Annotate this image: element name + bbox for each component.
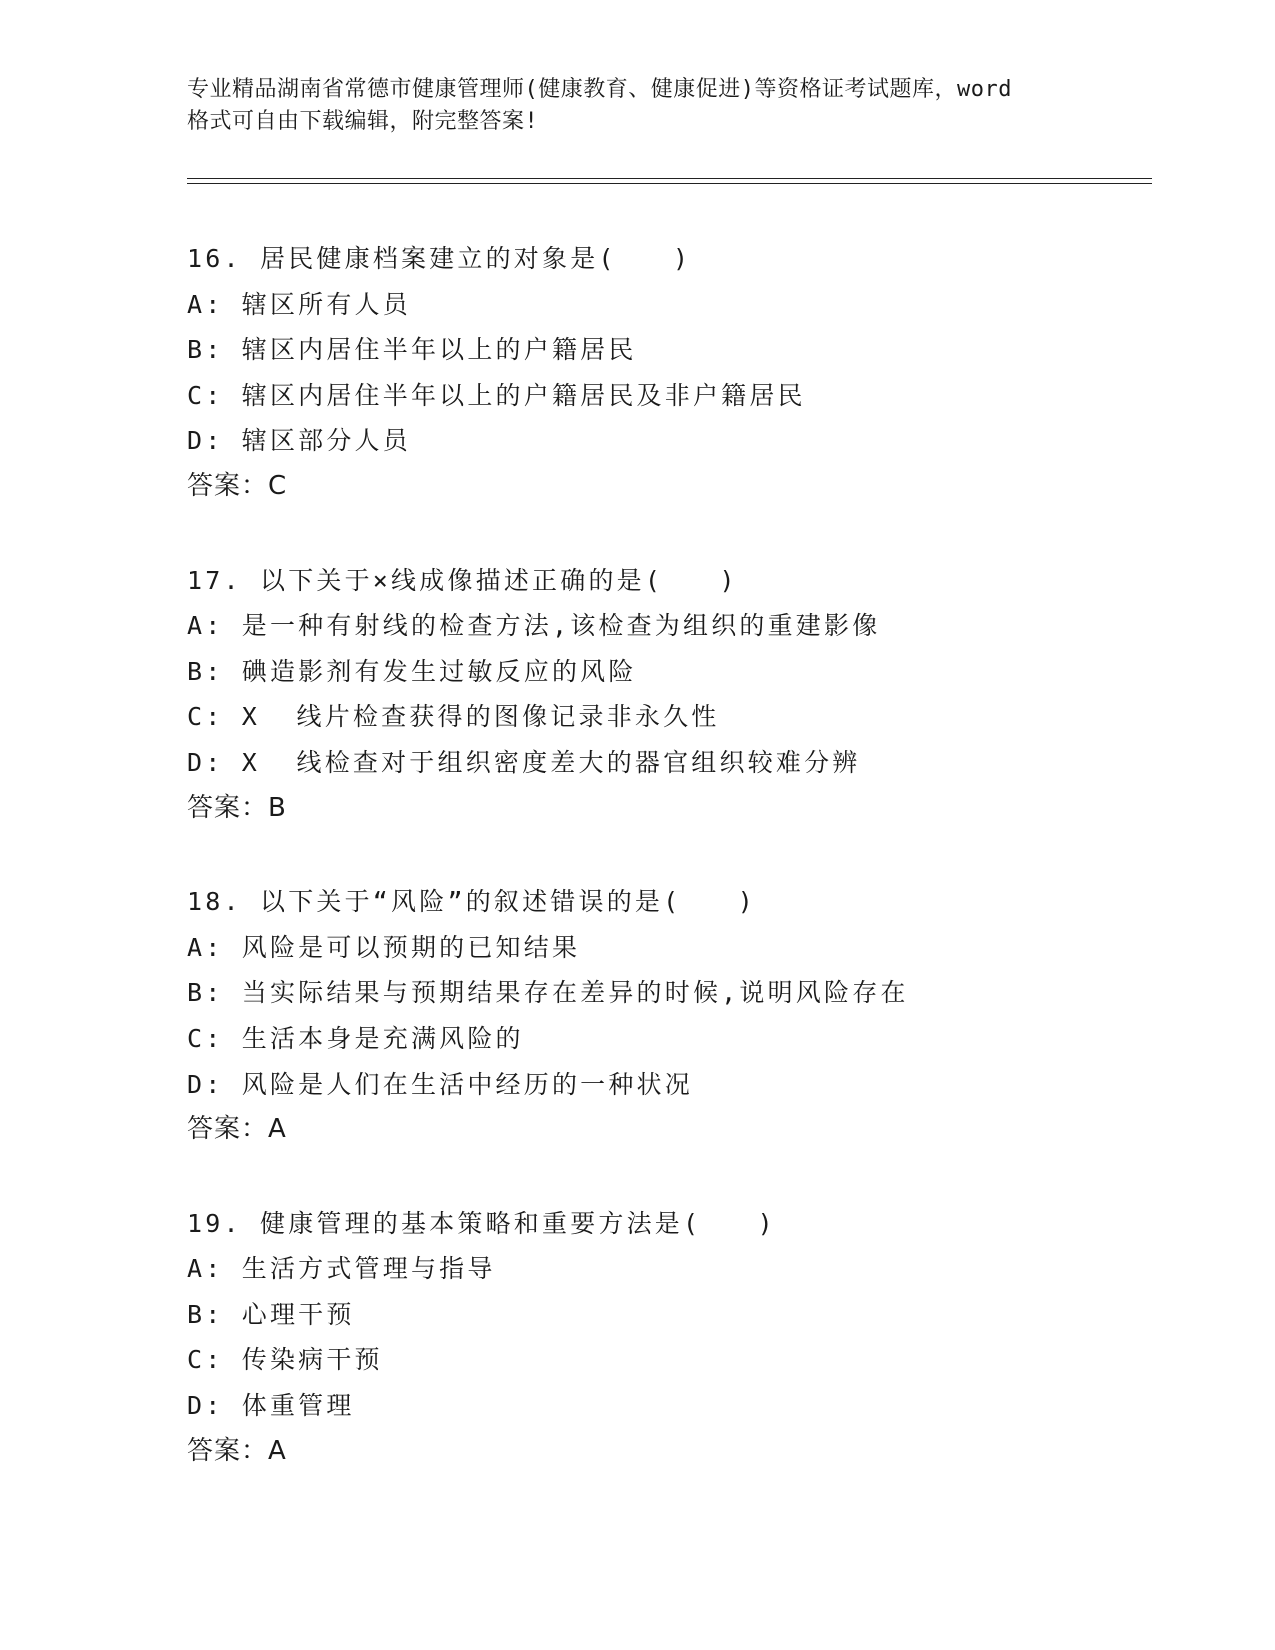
question-list xyxy=(187,236,1147,1522)
option-d: D: 辖区部分人员 xyxy=(187,426,411,456)
question-title: 18. 以下关于“风险”的叙述错误的是( ) xyxy=(187,887,757,917)
document-header xyxy=(187,74,1087,138)
answer: 答案：A xyxy=(187,1114,287,1145)
option-b: B: 碘造影剂有发生过敏反应的风险 xyxy=(187,656,637,686)
question-title: 17. 以下关于×线成像描述正确的是( ) xyxy=(187,565,738,595)
option-b: B: 辖区内居住半年以上的户籍居民 xyxy=(187,335,637,365)
question-title: 16. 居民健康档案建立的对象是( ) xyxy=(187,244,692,273)
question-18 xyxy=(187,879,1147,1153)
option-c: C: 生活本身是充满风险的 xyxy=(187,1023,524,1053)
header-line-2: 格式可自由下载编辑，附完整答案! xyxy=(187,109,539,134)
option-c: C: 传染病干预 xyxy=(187,1345,383,1375)
option-d: D: X 线检查对于组织密度差大的器官组织较难分辨 xyxy=(187,747,861,777)
option-c: C: X 线片检查获得的图像记录非永久性 xyxy=(187,702,720,732)
option-b: B: 心理干预 xyxy=(187,1299,355,1329)
header-divider-bottom xyxy=(187,183,1152,184)
option-d: D: 体重管理 xyxy=(187,1391,355,1421)
answer: 答案：C xyxy=(187,470,288,501)
option-a: A: 是一种有射线的检查方法,该检查为组织的重建影像 xyxy=(187,611,881,641)
question-16 xyxy=(187,236,1147,510)
question-17 xyxy=(187,558,1147,832)
header-divider-top xyxy=(187,178,1152,179)
answer: 答案：A xyxy=(187,1435,287,1466)
option-a: A: 生活方式管理与指导 xyxy=(187,1254,496,1284)
header-line-1: 专业精品湖南省常德市健康管理师(健康教育、健康促进)等资格证考试题库，word xyxy=(187,77,1012,102)
option-c: C: 辖区内居住半年以上的户籍居民及非户籍居民 xyxy=(187,380,806,410)
question-title: 19. 健康管理的基本策略和重要方法是( ) xyxy=(187,1208,776,1238)
answer: 答案：B xyxy=(187,792,287,823)
option-a: A: 风险是可以预期的已知结果 xyxy=(187,932,581,962)
question-19 xyxy=(187,1201,1147,1475)
option-d: D: 风险是人们在生活中经历的一种状况 xyxy=(187,1069,693,1099)
option-a: A: 辖区所有人员 xyxy=(187,289,411,319)
option-b: B: 当实际结果与预期结果存在差异的时候,说明风险存在 xyxy=(187,978,909,1008)
